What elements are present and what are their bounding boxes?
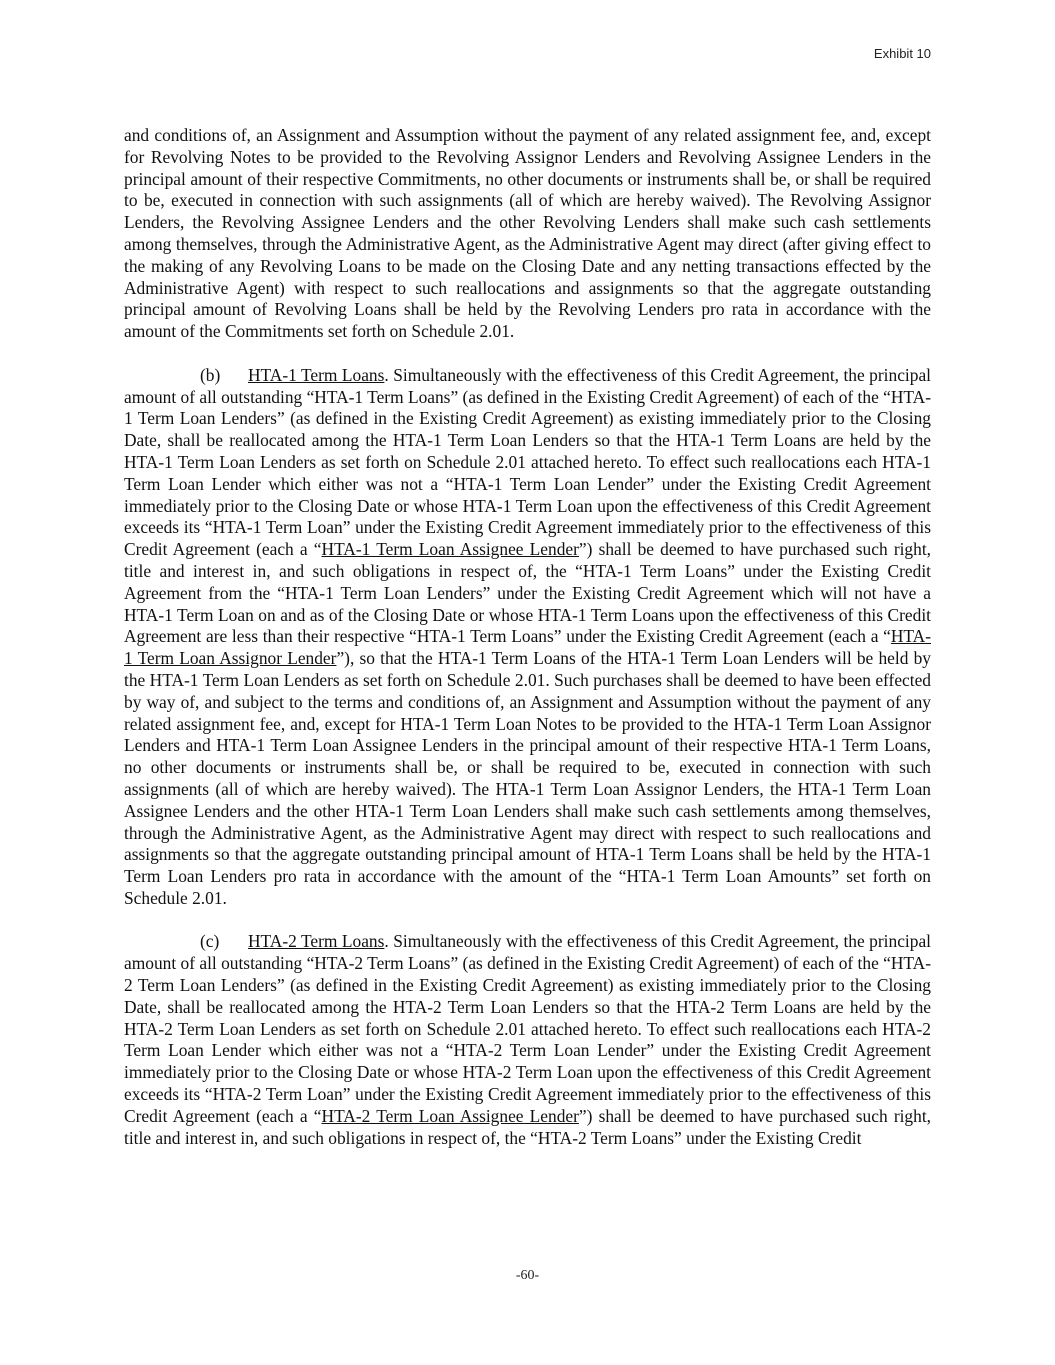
paragraph-continuation bbox=[124, 125, 931, 343]
paragraph-text: . Simultaneously with the effectiveness of this Credit Agreement, the principal amount of all outstanding “HTA-2 Term Loans” (as defined in the Existing Credit Agreement) of each of the “HTA-2 Term Loan Lenders” (as defined in the Existing Credit Agreement) as existing immediately prior to the Closing Date, shall be reallocated among the HTA-2 Term Loan Lenders so that the HTA-2 Term Loans are held by the HTA-2 Term Loan Lenders as set forth on Schedule 2.01 attached hereto. To effect such reallocations each HTA-2 Term Loan Lender which either was not a “HTA-2 Term Loan Lender” under the Existing Credit Agreement immediately prior to the Closing Date or whose HTA-2 Term Loan upon the effectiveness of this Credit Agreement exceeds its “HTA-2 Term Loan” under the Existing Credit Agreement immediately prior to the effectiveness of this Credit Agreement (each a “ bbox=[124, 931, 931, 1126]
page-number: -60- bbox=[515, 1268, 540, 1283]
paragraph-c bbox=[124, 931, 931, 1149]
paragraph-b bbox=[124, 365, 931, 910]
defined-term: HTA-1 Term Loan Assignee Lender bbox=[321, 539, 579, 560]
paragraph-text: ”) shall be deemed to have purchased such right, title and interest in, and such obligations in respect of, the “HTA-1 Term Loans” under the Existing Credit Agreement from the “HTA-1 Term Loan Lenders” under the Existing Credit Agreement which will not have a HTA-1 Term Loan on and as of the Closing Date or whose HTA-1 Term Loans upon the effectiveness of this Credit Agreement are less than their respective “HTA-1 Term Loans” under the Existing Credit Agreement (each a “ bbox=[124, 539, 932, 647]
defined-term: HTA-2 Term Loan Assignee Lender bbox=[321, 1105, 579, 1126]
exhibit-label: Exhibit 10 bbox=[873, 46, 931, 61]
paragraph-text: and conditions of, an Assignment and Assumption without the payment of any related assignment fee, and, except for Revolving Notes to be provided to the Revolving Assignor Lenders and Revolving Assignee Lenders in the principal amount of their respective Commitments, no other documents or instruments shall be, or shall be required to be, executed in connection with such assignments (all of which are hereby waived). The Revolving Assignor Lenders, the Revolving Assignee Lenders and the other Revolving Lenders shall make such cash settlements among themselves, through the Administrative Agent, as the Administrative Agent may direct (after giving effect to the making of any Revolving Loans to be made on the Closing Date and any netting transactions effected by the Administrative Agent) with respect to such reallocations and assignments so that the aggregate outstanding principal amount of Revolving Loans shall be held by the Revolving Lenders pro rata in accordance with the amount of the Commitments set forth on Schedule 2.01. bbox=[124, 125, 931, 342]
paragraph-text: . Simultaneously with the effectiveness of this Credit Agreement, the principal amount of all outstanding “HTA-1 Term Loans” (as defined in the Existing Credit Agreement) of each of the “HTA-1 Term Loan Lenders” (as defined in the Existing Credit Agreement) as existing immediately prior to the Closing Date, shall be reallocated among the HTA-1 Term Loan Lenders so that the HTA-1 Term Loans are held by the HTA-1 Term Loan Lenders as set forth on Schedule 2.01 attached hereto. To effect such reallocations each HTA-1 Term Loan Lender which either was not a “HTA-1 Term Loan Lender” under the Existing Credit Agreement immediately prior to the Closing Date or whose HTA-1 Term Loan upon the effectiveness of this Credit Agreement exceeds its “HTA-1 Term Loan” under the Existing Credit Agreement immediately prior to the effectiveness of this Credit Agreement (each a “ bbox=[124, 364, 931, 560]
paragraph-text: ”), so that the HTA-1 Term Loans of the HTA-1 Term Loan Lenders will be held by the HTA-1 Term Loan Lenders as set forth on Schedule 2.01. Such purchases shall be deemed to have been effected by way of, and subject to the terms and conditions of, an Assignment and Assumption without the payment of any related assignment fee, and, except for HTA-1 Term Loan Notes to be provided to the HTA-1 Term Loan Assignor Lenders and HTA-1 Term Loan Assignee Lenders in the principal amount of their respective HTA-1 Term Loans, no other documents or instruments shall be, or shall be required to be, executed in connection with such assignments (all of which are hereby waived). The HTA-1 Term Loan Assignor Lenders, the HTA-1 Term Loan Assignee Lenders and the other HTA-1 Term Loan Lenders shall make such cash settlements among themselves, through the Administrative Agent, as the Administrative Agent may direct with respect to such reallocations and assignments so that the aggregate outstanding principal amount of HTA-1 Term Loans shall be held by the HTA-1 Term Loan Lenders pro rata in accordance with the amount of the “HTA-1 Term Loan Amounts” set forth on Schedule 2.01. bbox=[124, 648, 931, 908]
section-heading: HTA-2 Term Loans bbox=[248, 931, 385, 952]
paragraph-text: ”) shall be deemed to have purchased such right, title and interest in, and such obligations in respect of, the “HTA-2 Term Loans” under the Existing Credit bbox=[124, 1105, 932, 1148]
paragraph-label: (b) bbox=[200, 364, 221, 385]
document-body bbox=[124, 125, 931, 1171]
defined-term: HTA-1 Term Loan Assignor Lender bbox=[124, 626, 931, 669]
section-heading: HTA-1 Term Loans bbox=[248, 364, 385, 385]
paragraph-label: (c) bbox=[200, 931, 220, 952]
